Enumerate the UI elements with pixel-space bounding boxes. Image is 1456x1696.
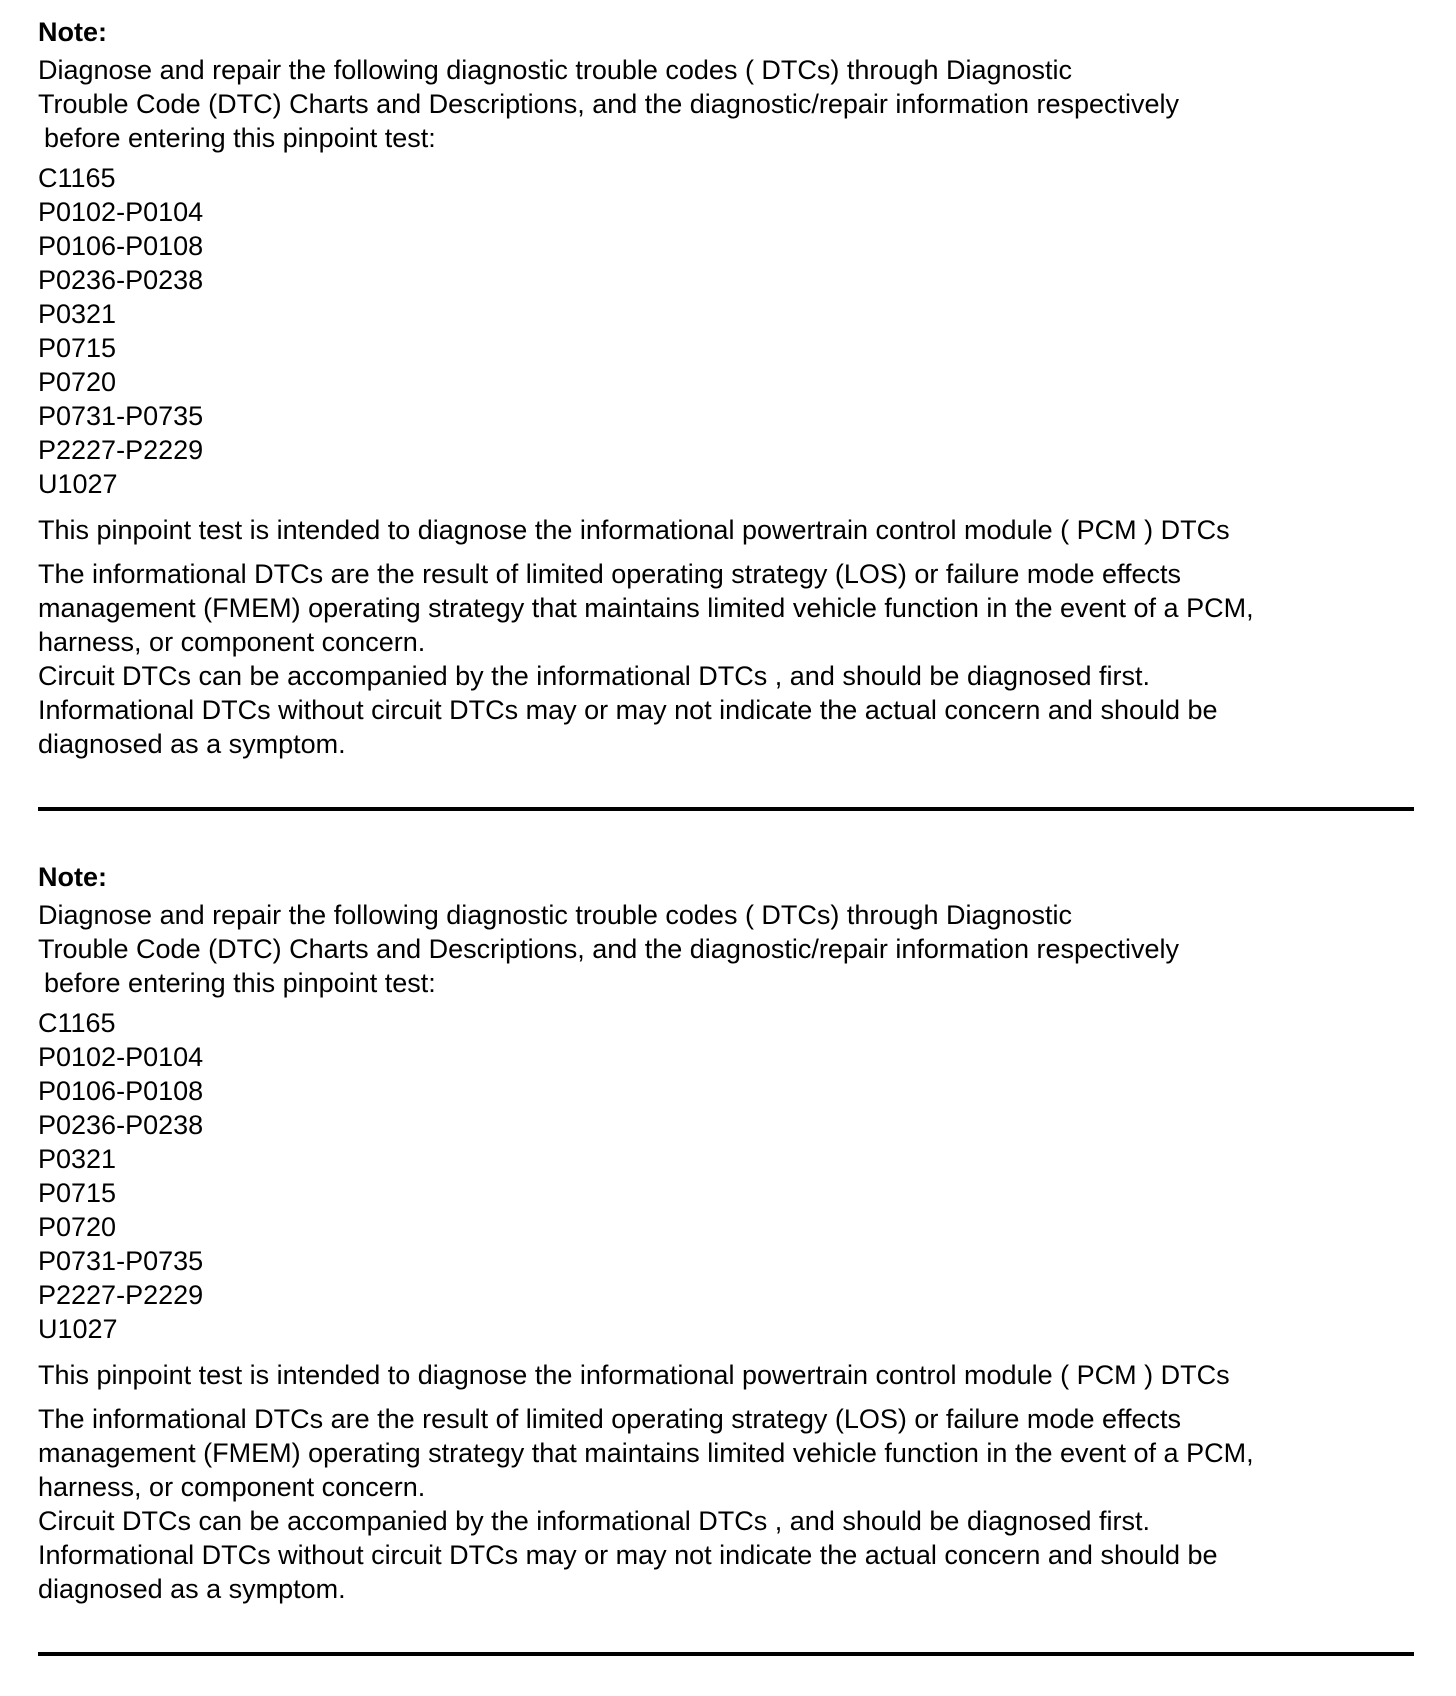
dtc-code: P0731-P0735 bbox=[38, 401, 204, 431]
dtc-code: P0321 bbox=[38, 299, 117, 329]
intro-line: before entering this pinpoint test: bbox=[44, 123, 436, 153]
intro-line: before entering this pinpoint test: bbox=[44, 968, 436, 998]
informational-line: management (FMEM) operating strategy that maintains limited vehicle function in the event of a PCM, bbox=[38, 1438, 1254, 1468]
note-block-2 bbox=[38, 811, 1418, 1656]
intro-line: Diagnose and repair the following diagnostic trouble codes ( DTCs) through Diagnostic bbox=[38, 55, 1073, 85]
dtc-code: P2227-P2229 bbox=[38, 1280, 204, 1310]
note-intro bbox=[38, 898, 1418, 1000]
dtc-code: P0715 bbox=[38, 333, 117, 363]
informational-line: The informational DTCs are the result of limited operating strategy (LOS) or failure mode effects bbox=[38, 1404, 1182, 1434]
intro-line: Trouble Code (DTC) Charts and Descriptions, and the diagnostic/repair information respectively bbox=[38, 89, 1180, 119]
document-page bbox=[38, 0, 1418, 1656]
note-intro bbox=[38, 53, 1418, 155]
dtc-code: U1027 bbox=[38, 469, 118, 499]
without-circuit-paragraph bbox=[38, 1538, 1418, 1606]
informational-line: harness, or component concern. bbox=[38, 1472, 426, 1502]
dtc-code: P0715 bbox=[38, 1178, 117, 1208]
dtc-code: P0106-P0108 bbox=[38, 1076, 204, 1106]
informational-paragraph bbox=[38, 1402, 1418, 1504]
informational-paragraph bbox=[38, 557, 1418, 659]
without-line: Informational DTCs without circuit DTCs may or may not indicate the actual concern and should be bbox=[38, 1540, 1218, 1570]
dtc-code: P2227-P2229 bbox=[38, 435, 204, 465]
note-label: Note: bbox=[38, 862, 107, 892]
without-line: Informational DTCs without circuit DTCs may or may not indicate the actual concern and should be bbox=[38, 695, 1218, 725]
pinpoint-paragraph: This pinpoint test is intended to diagnose the informational powertrain control module ( PCM ) DTCs bbox=[38, 1360, 1230, 1390]
intro-line: Trouble Code (DTC) Charts and Descriptions, and the diagnostic/repair information respectively bbox=[38, 934, 1180, 964]
dtc-code: C1165 bbox=[38, 163, 116, 193]
dtc-code: C1165 bbox=[38, 1008, 116, 1038]
circuit-paragraph: Circuit DTCs can be accompanied by the informational DTCs , and should be diagnosed first. bbox=[38, 661, 1151, 691]
dtc-code-list bbox=[38, 1006, 1418, 1346]
pinpoint-paragraph: This pinpoint test is intended to diagnose the informational powertrain control module ( PCM ) DTCs bbox=[38, 515, 1230, 545]
dtc-code: P0236-P0238 bbox=[38, 265, 204, 295]
without-line: diagnosed as a symptom. bbox=[38, 729, 346, 759]
informational-line: harness, or component concern. bbox=[38, 627, 426, 657]
dtc-code: P0102-P0104 bbox=[38, 1042, 204, 1072]
without-circuit-paragraph bbox=[38, 693, 1418, 761]
section-divider bbox=[38, 1652, 1414, 1656]
dtc-code: P0102-P0104 bbox=[38, 197, 204, 227]
dtc-code: P0321 bbox=[38, 1144, 117, 1174]
intro-line: Diagnose and repair the following diagnostic trouble codes ( DTCs) through Diagnostic bbox=[38, 900, 1073, 930]
informational-line: management (FMEM) operating strategy that maintains limited vehicle function in the event of a PCM, bbox=[38, 593, 1254, 623]
dtc-code: P0720 bbox=[38, 367, 117, 397]
note-block-1 bbox=[38, 0, 1418, 811]
dtc-code: P0106-P0108 bbox=[38, 231, 204, 261]
dtc-code: U1027 bbox=[38, 1314, 118, 1344]
dtc-code-list bbox=[38, 161, 1418, 501]
informational-line: The informational DTCs are the result of limited operating strategy (LOS) or failure mode effects bbox=[38, 559, 1182, 589]
dtc-code: P0236-P0238 bbox=[38, 1110, 204, 1140]
note-label: Note: bbox=[38, 17, 107, 47]
circuit-paragraph: Circuit DTCs can be accompanied by the informational DTCs , and should be diagnosed first. bbox=[38, 1506, 1151, 1536]
dtc-code: P0720 bbox=[38, 1212, 117, 1242]
dtc-code: P0731-P0735 bbox=[38, 1246, 204, 1276]
without-line: diagnosed as a symptom. bbox=[38, 1574, 346, 1604]
